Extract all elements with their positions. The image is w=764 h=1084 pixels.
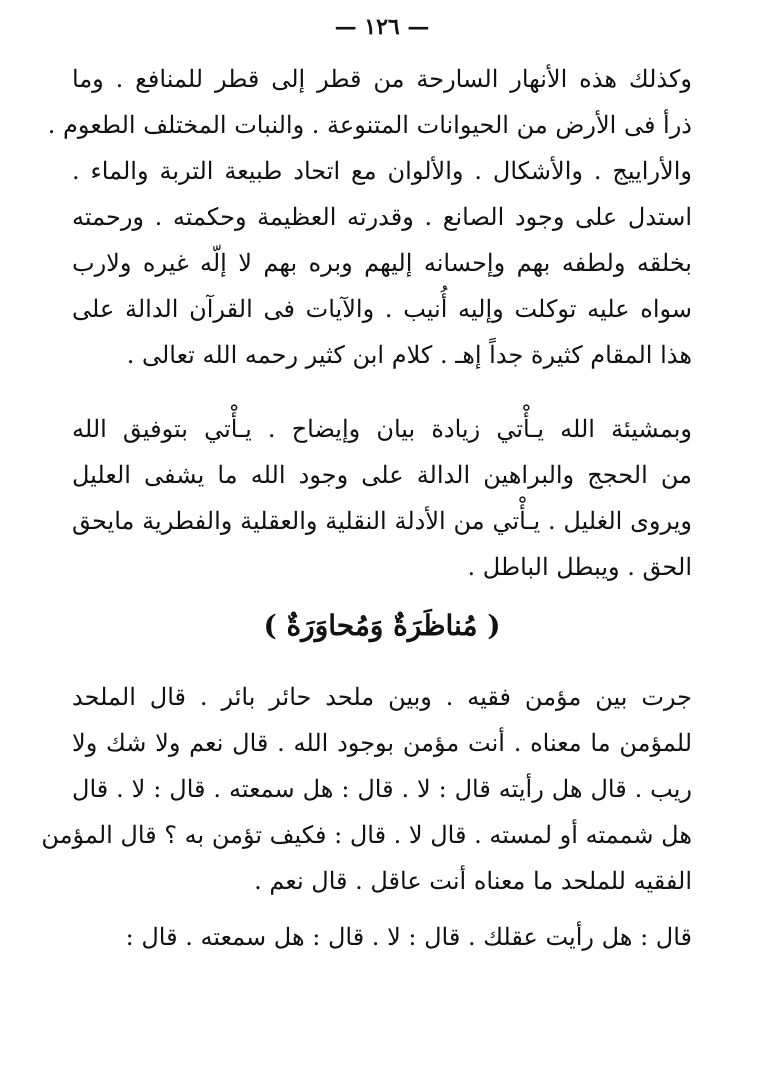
section-heading: ( مُناظَرَةٌ وَمُحاوَرَةٌ ) [263,609,501,642]
text-line: سواه عليه توكلت وإليه أُنيب . والآيات فى القرآن الدالة على [72,295,692,323]
text-line: وبمشيئة الله يـأْتي زيادة بيان وإيضاح . يـأْتي بتوفيق الله [72,415,692,443]
text-line: والأراييج . والأشكال . والألوان مع اتحاد طبيعة التربة والماء . [72,157,692,185]
paragraph-gap [72,378,692,406]
paragraph-1 [47,56,692,378]
paragraph-3 [41,674,692,904]
text-line: الحق . ويبطل الباطل . [467,553,692,581]
text-line: ريب . قال هل رأيته قال : لا . قال : هل سمعته . قال : لا . قال [72,775,692,803]
text-line: ويروى الغليل . يـأْتي من الأدلة النقلية والعقلية والفطرية مايحق [72,507,692,535]
page-number: — ١٢٦ — [334,14,430,40]
text-line: هذا المقام كثيرة جداً إهـ . كلام ابن كثير رحمه الله تعالى . [126,341,692,369]
text-line: هل شممته أو لمسته . قال لا . قال : فكيف تؤمن به ؟ قال المؤمن [41,821,692,849]
paragraph-gap [72,904,692,914]
text-line: جرت بين مؤمن فقيه . وبين ملحد حائر بائر . قال الملحد [72,683,692,711]
paragraph-4 [72,914,692,960]
text-line: بخلقه ولطفه بهم وإحسانه إليهم وبره بهم لا إلّه غيره ولارب [72,249,692,277]
text-line: قال : هل رأيت عقلك . قال : لا . قال : هل سمعته . قال : [125,923,692,951]
text-line: الفقيه للملحد ما معناه أنت عاقل . قال نعم . [254,867,692,895]
text-line: استدل على وجود الصانع . وقدرته العظيمة وحكمته . ورحمته [72,203,692,231]
text-line: ذرأ فى الأرض من الحيوانات المتنوعة . والنبات المختلف الطعوم . [47,111,692,139]
text-line: للمؤمن ما معناه . أنت مؤمن بوجود الله . قال نعم ولا شك ولا [72,729,692,757]
paragraph-2 [72,406,692,590]
text-line: وكذلك هذه الأنهار السارحة من قطر إلى قطر للمنافع . وما [72,65,692,93]
text-line: من الحجج والبراهين الدالة على وجود الله ما يشفى العليل [72,461,692,489]
